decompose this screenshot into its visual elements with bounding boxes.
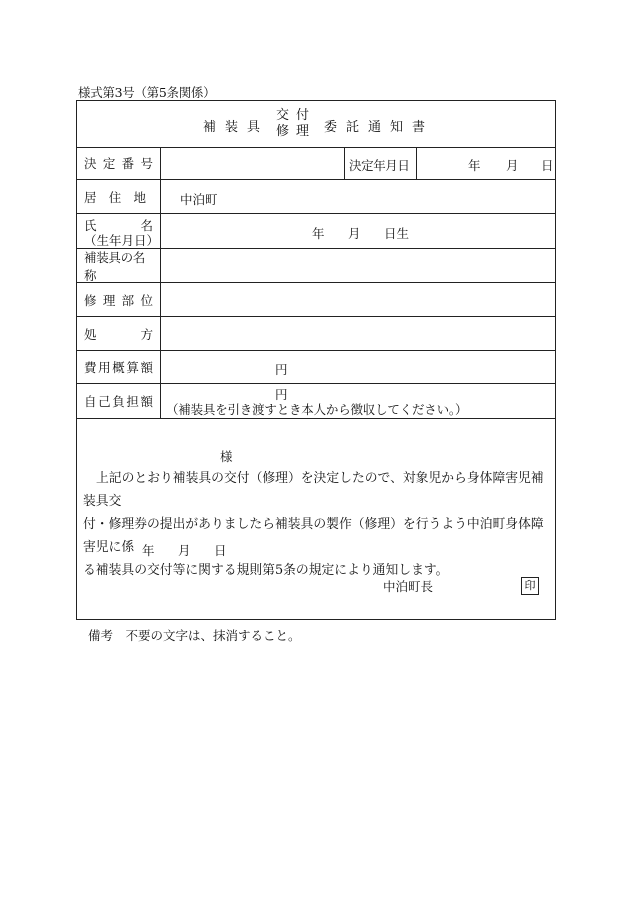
decision-date-day: 日 xyxy=(541,158,554,173)
label-repair-part xyxy=(77,283,161,316)
label-name xyxy=(77,214,161,248)
label-decision-number xyxy=(77,147,161,179)
row-device-name xyxy=(77,249,555,283)
row-name xyxy=(77,214,555,249)
row-repair-part xyxy=(77,283,555,317)
divider xyxy=(344,147,345,179)
title-stack-bottom: 修理 xyxy=(276,124,317,139)
notice-form xyxy=(76,100,556,620)
row-decision xyxy=(77,147,555,180)
title-suffix: 委託通知書 xyxy=(324,120,435,135)
notice-body xyxy=(83,467,549,582)
self-pay-note: （補装具を引き渡すとき本人から徴収してください。） xyxy=(166,402,468,417)
label-prescription-text: 処 方 xyxy=(84,326,153,342)
notice-date-day: 日 xyxy=(214,543,227,558)
label-name-text: 氏 名 xyxy=(84,218,153,233)
cost-estimate-unit: 円 xyxy=(275,362,288,377)
label-address xyxy=(77,180,161,213)
title-stack xyxy=(276,108,316,140)
issuer: 中泊町長 xyxy=(383,579,434,594)
birth-day: 日生 xyxy=(384,226,410,241)
label-birthdate-text: （生年月日） xyxy=(84,233,160,248)
label-cost-estimate xyxy=(77,351,161,383)
label-decision-number-text: 決 定 番 号 xyxy=(84,156,153,171)
birth-month: 月 xyxy=(348,226,361,241)
notice-line-1: 上記のとおり補装具の交付（修理）を決定したので、対象児から身体障害児補装具交 xyxy=(83,471,544,509)
title-row xyxy=(77,101,555,148)
seal-mark: 印 xyxy=(521,577,539,595)
divider xyxy=(416,147,417,179)
row-cost-estimate xyxy=(77,351,555,384)
row-self-pay xyxy=(77,384,555,419)
label-self-pay-text: 自 己 負 担 額 xyxy=(84,394,153,409)
address-field[interactable]: 中泊町 xyxy=(180,192,218,207)
label-prescription xyxy=(77,317,161,350)
footnote: 備考 不要の文字は、抹消すること。 xyxy=(88,628,301,643)
notice-line-3: る補装具の交付等に関する規則第5条の規定により通知します。 xyxy=(83,563,449,578)
notice-date-year: 年 xyxy=(142,543,155,558)
title-prefix: 補装具 xyxy=(203,120,270,135)
label-device-name xyxy=(77,249,161,282)
birth-year: 年 xyxy=(312,226,325,241)
self-pay-unit: 円 xyxy=(275,387,288,402)
label-cost-estimate-text: 費 用 概 算 額 xyxy=(84,360,153,375)
addressee-suffix: 様 xyxy=(220,449,233,464)
label-address-text: 居 住 地 xyxy=(84,189,146,205)
label-repair-part-text: 修 理 部 位 xyxy=(84,292,153,308)
row-prescription xyxy=(77,317,555,351)
label-self-pay xyxy=(77,384,161,418)
decision-date-month: 月 xyxy=(506,158,519,173)
title-stack-top: 交付 xyxy=(276,108,317,123)
label-decision-date: 決定年月日 xyxy=(349,158,410,173)
notice-line-2: 付・修理券の提出がありましたら補装具の製作（修理）を行うよう中泊町身体障害児に係 xyxy=(83,517,544,555)
decision-date-year: 年 xyxy=(468,158,481,173)
notice-date-month: 月 xyxy=(178,543,191,558)
form-number: 様式第3号（第5条関係） xyxy=(78,85,216,100)
row-address xyxy=(77,180,555,214)
label-device-name-text: 補装具の名称 xyxy=(84,249,146,283)
